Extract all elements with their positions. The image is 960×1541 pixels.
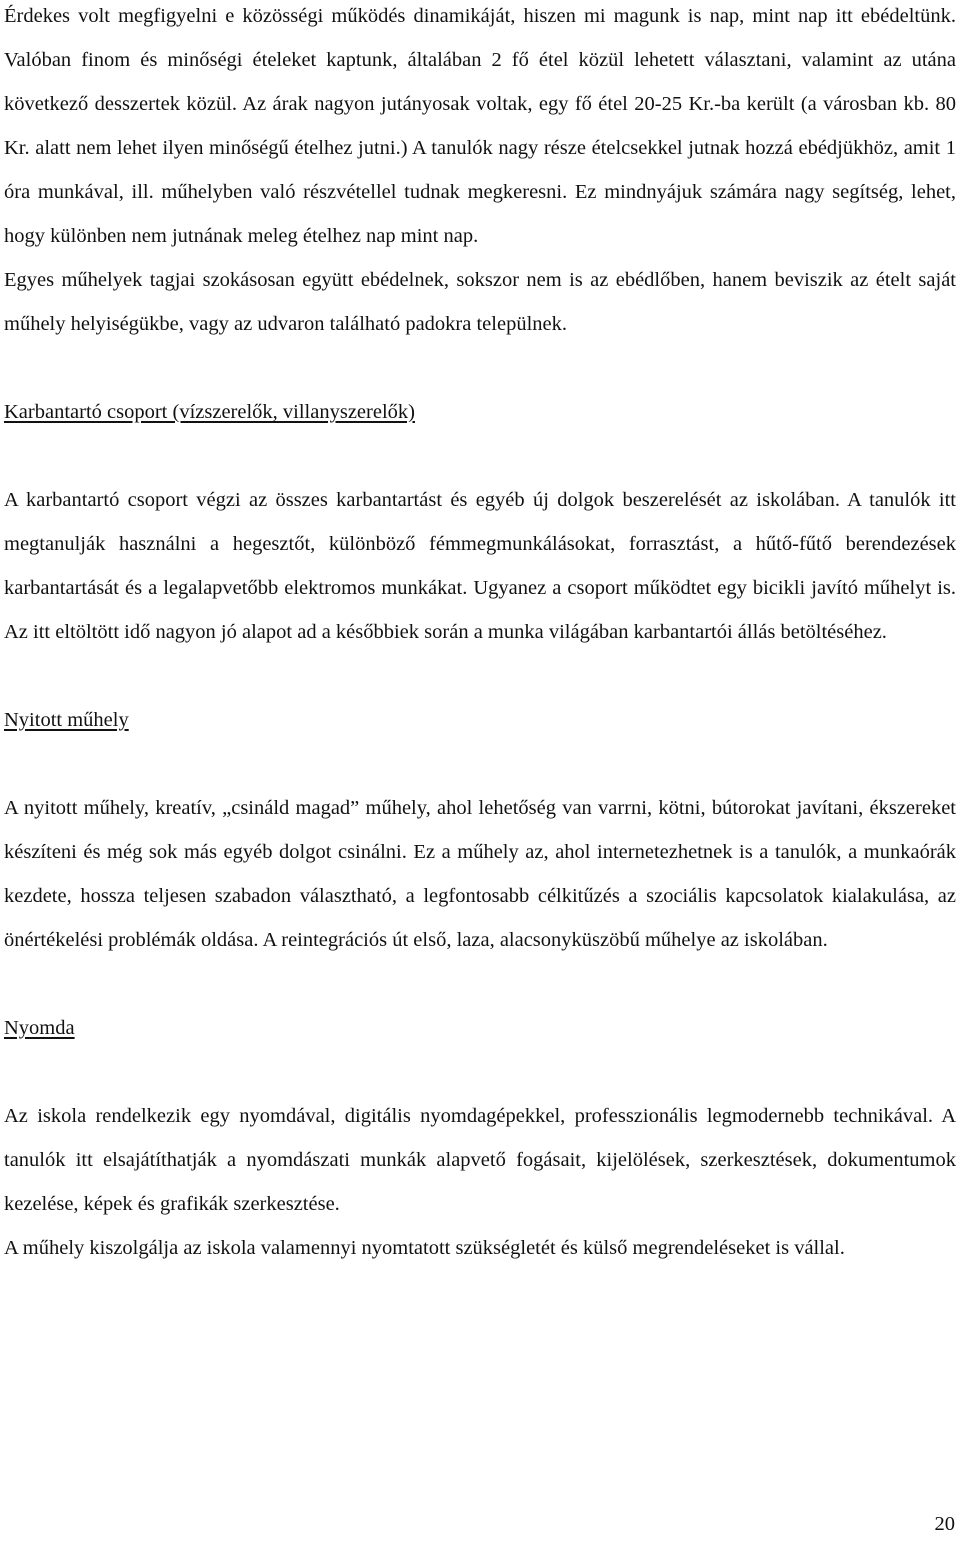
paragraph-print-shop-orders: A műhely kiszolgálja az iskola valamennyi nyomtatott szükségletét és külső megrendeléseket is vállal.: [4, 1237, 845, 1259]
heading-maintenance-group: Karbantartó csoport (vízszerelők, villanyszerelők): [4, 401, 415, 423]
paragraph-communal-lunch: Érdekes volt megfigyelni e közösségi működés dinamikáját, hiszen mi magunk is nap, mint nap itt ebédeltünk. Valóban finom és minőségi ételeket kaptunk, általában 2 fő étel közül lehetett választani, valamint az utána következő desszertek közül. Az árak nagyon jutányosak voltak, egy fő étel 20-25 Kr.-ba került (a városban kb. 80 Kr. alatt nem lehet ilyen minőségű ételhez jutni.) A tanulók nagy része ételcsekkel jutnak hozzá ebédjükhöz, amit 1 óra munkával, ill. műhelyben való részvétellel tudnak megkeresni. Ez mindnyájuk számára nagy segítség, lehet, hogy különben nem jutnának meleg ételhez nap mint nap.: [4, 5, 956, 247]
paragraph-maintenance-group: A karbantartó csoport végzi az összes karbantartást és egyéb új dolgok beszerelését az iskolában. A tanulók itt megtanulják használni a hegesztőt, különböző fémmegmunkálásokat, forrasztást, a hűtő-fűtő berendezések karbantartását és a legalapvetőbb elektromos munkákat. Ugyanez a csoport működtet egy bicikli javító műhelyt is. Az itt eltöltött idő nagyon jó alapot ad a későbbiek során a munka világában karbantartói állás betöltéséhez.: [4, 489, 956, 643]
spacer: [4, 962, 956, 1006]
spacer: [4, 346, 956, 390]
spacer: [4, 742, 956, 786]
heading-open-workshop: Nyitott műhely: [4, 709, 129, 731]
spacer: [4, 1050, 956, 1094]
spacer: [4, 434, 956, 478]
heading-print-shop: Nyomda: [4, 1017, 75, 1039]
paragraph-workshop-lunch: Egyes műhelyek tagjai szokásosan együtt ebédelnek, sokszor nem is az ebédlőben, hanem beviszik az ételt saját műhely helyiségükbe, vagy az udvaron található padokra települnek.: [4, 269, 956, 335]
paragraph-open-workshop: A nyitott műhely, kreatív, „csináld magad” műhely, ahol lehetőség van varrni, kötni, bútorokat javítani, ékszereket készíteni és még sok más egyéb dolgot csinálni. Ez a műhely az, ahol internetezhetnek is a tanulók, a munkaórák kezdete, hossza teljesen szabadon választható, a legfontosabb célkitűzés a szociális kapcsolatok kialakulása, az önértékelési problémák oldása. A reintegrációs út első, laza, alacsonyküszöbű műhelye az iskolában.: [4, 797, 956, 951]
paragraph-print-shop: Az iskola rendelkezik egy nyomdával, digitális nyomdagépekkel, professzionális legmodernebb technikával. A tanulók itt elsajátíthatják a nyomdászati munkák alapvető fogásait, kijelölések, szerkesztések, dokumentumok kezelése, képek és grafikák szerkesztése.: [4, 1105, 956, 1215]
page-number: 20: [934, 1513, 955, 1535]
document-page: [4, 0, 956, 1270]
spacer: [4, 654, 956, 698]
